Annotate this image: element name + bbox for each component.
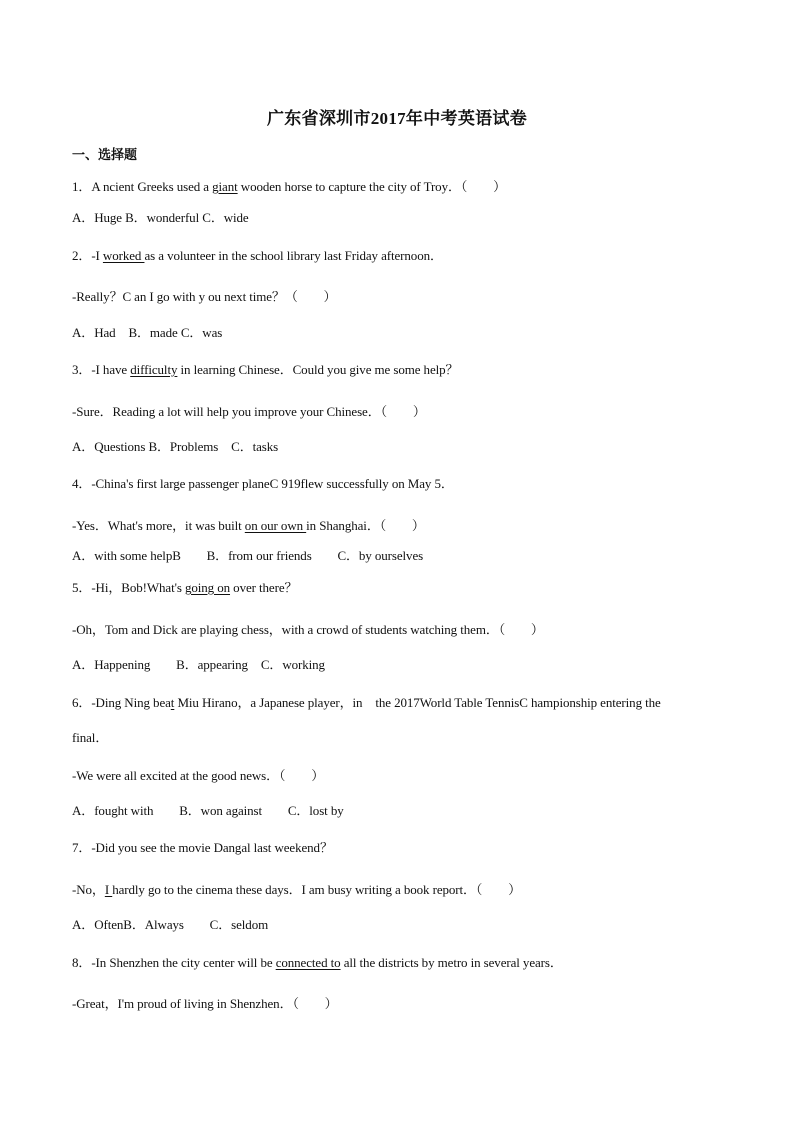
question-text: -China's first large passenger planeC 919flew successfully on May 5．	[91, 476, 454, 491]
question-4-reply	[72, 515, 425, 534]
question-number: 3．	[72, 362, 92, 377]
underlined-word: t	[170, 695, 175, 710]
question-text: -No，	[72, 882, 105, 897]
question-text: -Did you see the movie Dangal last weekend？	[91, 840, 333, 855]
question-3	[72, 359, 458, 378]
question-6-continued: final．	[72, 730, 109, 745]
question-text: -Hi，Bob!What's	[91, 580, 185, 595]
question-text: -I	[91, 248, 103, 263]
question-3-options: A．Questions B．Problems C．tasks	[72, 439, 279, 454]
question-1	[72, 176, 506, 195]
question-5-options: A．Happening B．appearing C．working	[72, 657, 325, 672]
underlined-word: worked	[102, 248, 145, 263]
question-number: 2．	[72, 248, 92, 263]
underlined-word: difficulty	[130, 362, 178, 377]
page-title: 广东省深圳市2017年中考英语试卷	[266, 109, 528, 128]
question-text: Miu Hirano，a Japanese player，in the 2017World Table TennisC hampionship entering the	[174, 695, 661, 710]
question-number: 8．	[72, 955, 92, 970]
question-number: 4．	[72, 476, 92, 491]
question-number: 7．	[72, 840, 92, 855]
question-2-options: A．Had B．made C．was	[72, 325, 223, 340]
question-text: as a volunteer in the school library last Friday afternoon．	[144, 248, 443, 263]
question-4-options: A．with some helpB B．from our friends C．by ourselves	[72, 548, 424, 563]
question-text: -Ding Ning bea	[91, 695, 171, 710]
question-text: A ncient Greeks used a	[91, 179, 213, 194]
underlined-word: connected to	[275, 955, 341, 970]
question-7	[72, 837, 333, 856]
section-heading: 一、选择题	[72, 147, 138, 162]
question-text: hardly go to the cinema these days．I am busy writing a book report．（ ）	[112, 882, 522, 897]
question-8	[72, 952, 563, 971]
question-text: in learning Chinese．Could you give me some help？	[177, 362, 459, 377]
question-2-reply: -Really？C an I go with y ou next time？（ ）	[72, 289, 337, 304]
question-text: wooden horse to capture the city of Troy．（ ）	[237, 179, 506, 194]
question-text: -In Shenzhen the city center will be	[91, 955, 276, 970]
underlined-word: going on	[184, 580, 231, 595]
question-5	[72, 577, 297, 596]
question-2	[72, 245, 443, 264]
question-1-options: A．Huge B．wonderful C．wide	[72, 210, 249, 225]
question-8-reply: -Great，I'm proud of living in Shenzhen．（ ）	[72, 996, 338, 1011]
question-text: over there？	[230, 580, 298, 595]
question-number: 6．	[72, 695, 92, 710]
question-text: -I have	[91, 362, 131, 377]
question-4	[72, 473, 454, 492]
question-7-reply	[72, 879, 521, 898]
question-6-options: A．fought with B．won against C．lost by	[72, 803, 344, 818]
question-5-reply: -Oh，Tom and Dick are playing chess，with a crowd of students watching them．（ ）	[72, 622, 544, 637]
question-6	[72, 692, 723, 711]
question-number: 1．	[72, 179, 92, 194]
question-6-reply: -We were all excited at the good news．（ ）	[72, 768, 325, 783]
question-number: 5．	[72, 580, 92, 595]
question-text: -Yes．What's more，it was built	[72, 518, 245, 533]
underlined-word: I	[104, 882, 113, 897]
underlined-word: on our own	[244, 518, 307, 533]
question-7-options: A．OftenB．Always C．seldom	[72, 917, 269, 932]
question-text: all the districts by metro in several years．	[340, 955, 563, 970]
underlined-word: giant	[212, 179, 238, 194]
question-3-reply: -Sure．Reading a lot will help you improve your Chinese．（ ）	[72, 404, 426, 419]
question-text: in Shanghai．（ ）	[306, 518, 425, 533]
